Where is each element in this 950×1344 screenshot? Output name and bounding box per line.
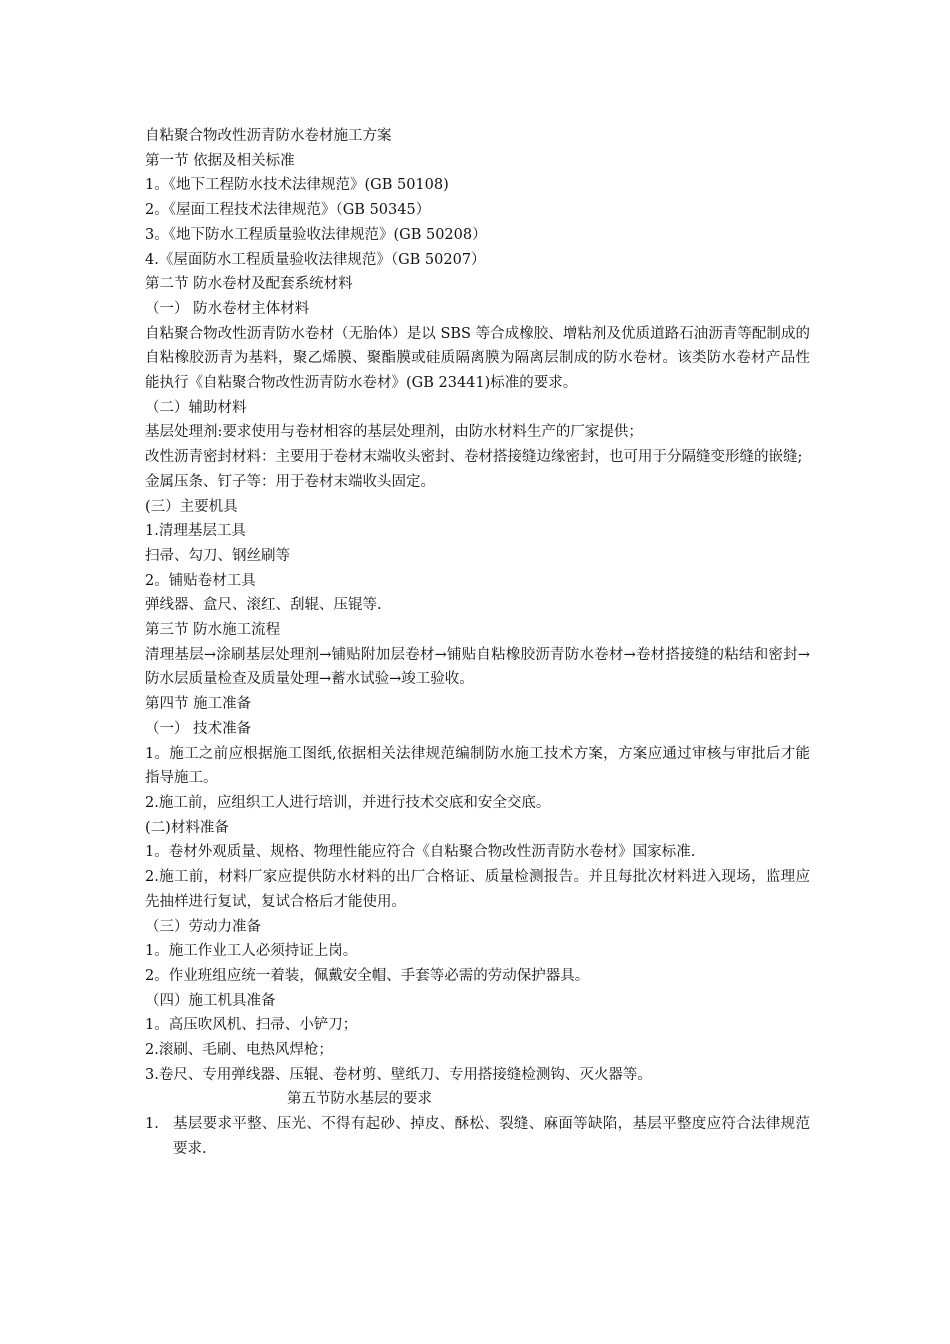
document-title: 自粘聚合物改性沥青防水卷材施工方案 <box>145 128 392 144</box>
standard-item-1: 1。《地下工程防水技术法律规范》(GB 50108) <box>145 177 449 194</box>
section-3-heading: 第三节 防水施工流程 <box>145 622 281 639</box>
standard-item-3: 3。《地下防水工程质量验收法律规范》(GB 50208） <box>145 226 487 243</box>
auxiliary-paragraph-sealant: 改性沥青密封材料：主要用于卷材末端收头密封、卷材搭接缝边缘密封，也可用于分隔缝变形缝的嵌缝; <box>145 449 803 466</box>
tools-item-1-title: 1.清理基层工具 <box>145 523 246 540</box>
process-flow-paragraph: 清理基层→涂刷基层处理剂→铺贴附加层卷材→铺贴自粘橡胶沥青防水卷材→卷材搭接缝的粘结和密封→防水层质量检查及质量处理→蓄水试验→竣工验收。 <box>145 646 810 688</box>
document-page <box>145 124 810 1162</box>
subheading-main-material: （一） 防水卷材主体材料 <box>145 300 310 317</box>
auxiliary-line-primer: 基层处理剂:要求使用与卷材相容的基层处理剂，由防水材料生产的厂家提供； <box>145 424 643 441</box>
tools-item-2-text: 弹线器、盒尺、滚红、刮辊、压锟等. <box>145 597 382 614</box>
section-1-heading: 第一节 依据及相关标准 <box>145 152 295 169</box>
standard-item-4: 4.《屋面防水工程质量验收法律规范》（GB 50207） <box>145 251 486 268</box>
section-2-heading: 第二节 防水卷材及配套系统材料 <box>145 276 353 293</box>
subheading-equipment-prep: （四）施工机具准备 <box>145 992 276 1009</box>
section-4-heading: 第四节 施工准备 <box>145 696 252 713</box>
technical-prep-line-2: 2.施工前，应组织工人进行培训，并进行技术交底和安全交底。 <box>145 794 551 811</box>
auxiliary-line-metal-strip: 金属压条、钉子等：用于卷材末端收头固定。 <box>145 473 435 490</box>
subheading-main-tools: (三）主要机具 <box>145 498 238 515</box>
material-prep-paragraph-2: 2.施工前，材料厂家应提供防水材料的出厂合格证、质量检测报告。并且每批次材料进入现场，监理应先抽样进行复试，复试合格后才能使用。 <box>145 869 810 910</box>
subheading-auxiliary-material: （二）辅助材料 <box>145 399 247 416</box>
equipment-line-2: 2.滚刷、毛刷、电热风焊枪； <box>145 1042 333 1059</box>
standard-item-2: 2。《屋面工程技术法律规范》（GB 50345） <box>145 202 431 219</box>
list-text: 基层要求平整、压光、不得有起砂、掉皮、酥松、裂缝、麻面等缺陷，基层平整度应符合法律规范要求. <box>173 1116 810 1157</box>
labor-prep-line-1: 1。施工作业工人必须持证上岗。 <box>145 943 358 960</box>
tools-item-1-text: 扫帚、勾刀、钢丝刷等 <box>145 547 290 564</box>
labor-prep-line-2: 2。作业班组应统一着装，佩戴安全帽、手套等必需的劳动保护器具。 <box>145 967 590 984</box>
list-number: 1. <box>145 1116 159 1133</box>
subheading-technical-prep: （一） 技术准备 <box>145 720 252 737</box>
section-5-heading: 第五节防水基层的要求 <box>287 1091 432 1108</box>
material-prep-line-1: 1。卷材外观质量、规格、物理性能应符合《自粘聚合物改性沥青防水卷材》国家标准. <box>145 844 696 861</box>
equipment-line-1: 1。高压吹风机、扫帚、小铲刀； <box>145 1017 358 1034</box>
base-requirement-item-1 <box>145 1112 810 1161</box>
subheading-material-prep: (二)材料准备 <box>145 819 229 836</box>
main-material-paragraph: 自粘聚合物改性沥青防水卷材（无胎体）是以 SBS 等合成橡胶、增粘剂及优质道路石油沥青等配制成的自粘橡胶沥青为基料，聚乙烯膜、聚酯膜或硅质隔离膜为隔离层制成的防水卷材。该类防水卷材产品性能执行《自粘聚合物改性沥青防水卷材》(GB 23441)标准的要求。 <box>145 325 810 392</box>
equipment-line-3: 3.卷尺、专用弹线器、压辊、卷材剪、壁纸刀、专用搭接缝检测钩、灭火器等。 <box>145 1066 652 1083</box>
tools-item-2-title: 2。铺贴卷材工具 <box>145 572 256 589</box>
technical-prep-paragraph-1: 1。施工之前应根据施工图纸,依据相关法律规范编制防水施工技术方案，方案应通过审核与审批后才能指导施工。 <box>145 745 810 787</box>
subheading-labor-prep: （三）劳动力准备 <box>145 918 261 935</box>
